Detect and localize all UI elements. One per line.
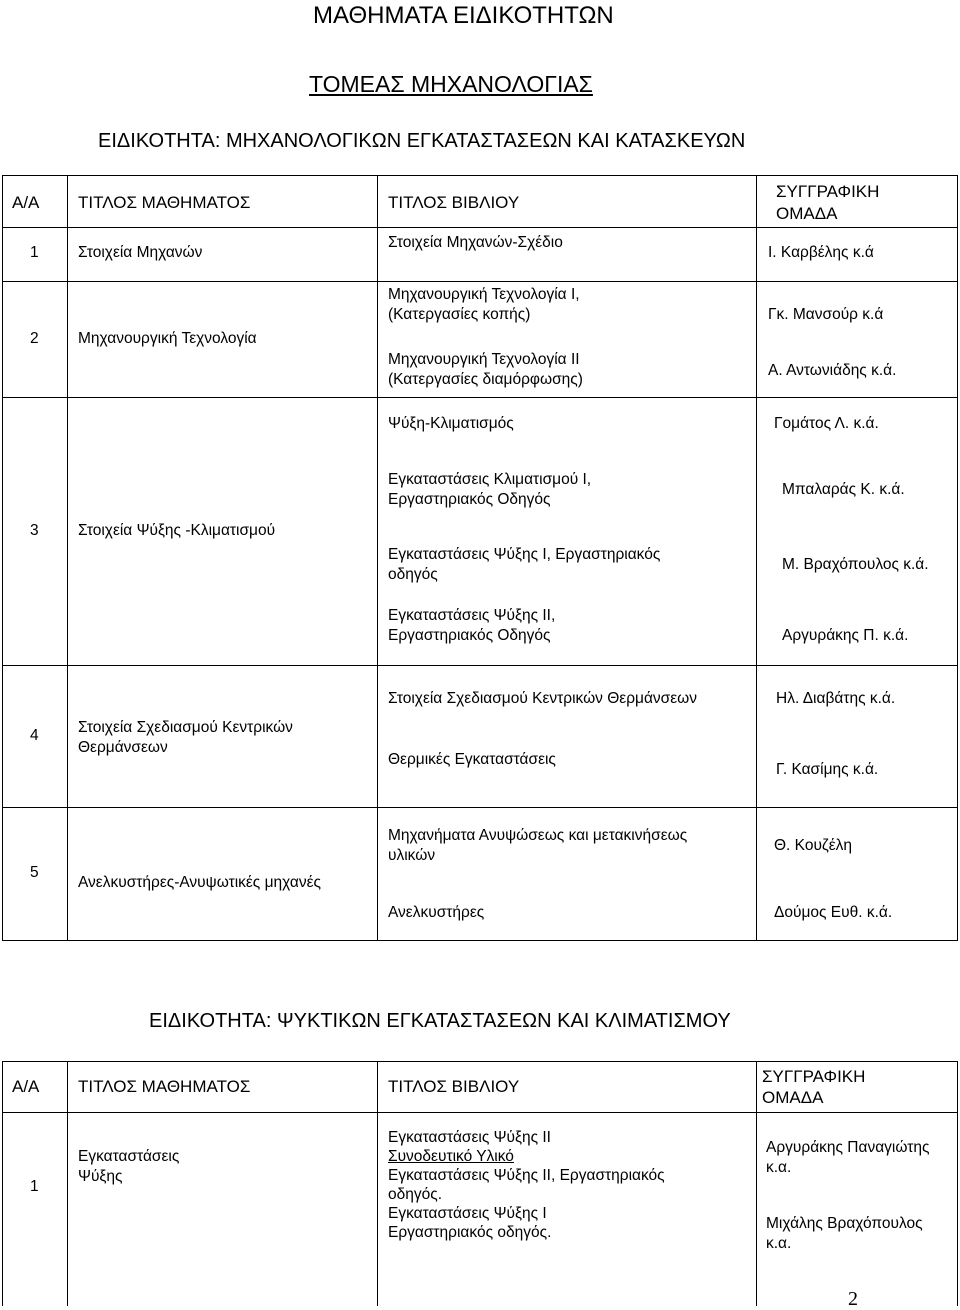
- book-title: Θερμικές Εγκαταστάσεις: [388, 751, 556, 768]
- row-number: 3: [30, 522, 39, 539]
- book-title: Στοιχεία Σχεδιασμού Κεντρικών Θερμάνσεων: [388, 690, 697, 707]
- row-number: 4: [30, 727, 39, 744]
- course-title: Ανελκυστήρες-Ανυψωτικές μηχανές: [78, 874, 321, 891]
- header-aa: Α/Α: [12, 193, 40, 212]
- page-number: 2: [848, 1288, 858, 1310]
- book-title: Μηχανουργική Τεχνολογία ΙΙ: [388, 351, 580, 368]
- author: Γομάτος Λ. κ.ά.: [774, 415, 879, 432]
- course-title: Στοιχεία Σχεδιασμού Κεντρικών: [78, 719, 293, 736]
- author: Αργυράκης Παναγιώτης: [766, 1139, 930, 1156]
- header-aa: Α/Α: [12, 1077, 40, 1096]
- book-title: Εγκαταστάσεις Ψύξης ΙΙ,: [388, 607, 556, 624]
- book-subtitle: (Κατεργασίες κοπής): [388, 306, 531, 323]
- header-course: ΤΙΤΛΟΣ ΜΑΘΗΜΑΤΟΣ: [78, 193, 251, 212]
- specialty-title-2: ΕΙΔΙΚΟΤΗΤΑ: ΨΥΚΤΙΚΩΝ ΕΓΚΑΤΑΣΤΑΣΕΩΝ ΚΑΙ ΚΛΙΜΑΤΙΣΜΟΥ: [149, 1010, 731, 1032]
- header-course: ΤΙΤΛΟΣ ΜΑΘΗΜΑΤΟΣ: [78, 1077, 251, 1096]
- author-suffix: κ.α.: [766, 1159, 792, 1176]
- course-title: Στοιχεία Μηχανών: [78, 244, 203, 261]
- header-book: ΤΙΤΛΟΣ ΒΙΒΛΙΟΥ: [388, 1077, 520, 1096]
- book-title: Ψύξη-Κλιματισμός: [388, 415, 514, 432]
- header-authors-1: ΣΥΓΓΡΑΦΙΚΗ: [776, 182, 880, 201]
- book-title: Εγκαταστάσεις Κλιματισμού Ι,: [388, 471, 592, 488]
- book-title: Εγκαταστάσεις Ψύξης ΙΙ: [388, 1129, 551, 1146]
- row-number: 5: [30, 864, 39, 881]
- author: Αργυράκης Π. κ.ά.: [782, 627, 909, 644]
- author: Δούμος Ευθ. κ.ά.: [774, 904, 893, 921]
- header-authors-1: ΣΥΓΓΡΑΦΙΚΗ: [762, 1067, 866, 1086]
- author: Μιχάλης Βραχόπουλος: [766, 1215, 923, 1232]
- author: Μπαλαράς Κ. κ.ά.: [782, 481, 905, 498]
- header-book: ΤΙΤΛΟΣ ΒΙΒΛΙΟΥ: [388, 193, 520, 212]
- book-title: Ανελκυστήρες: [388, 904, 485, 921]
- row-number: 1: [30, 244, 39, 261]
- book-title: Εγκαταστάσεις Ψύξης Ι: [388, 1205, 547, 1222]
- book-title: Μηχανήματα Ανυψώσεως και μετακινήσεως: [388, 827, 688, 844]
- book-title: Εγκαταστάσεις Ψύξης ΙΙ, Εργαστηριακός: [388, 1167, 665, 1184]
- author: Θ. Κουζέλη: [774, 837, 853, 854]
- row-number: 2: [30, 330, 39, 347]
- header-authors-2: ΟΜΑΔΑ: [776, 204, 838, 223]
- book-subtitle: Εργαστηριακός οδηγός.: [388, 1224, 552, 1241]
- book-subtitle: Εργαστηριακός Οδηγός: [388, 491, 551, 508]
- book-title: Στοιχεία Μηχανών-Σχέδιο: [388, 234, 563, 251]
- book-subtitle: (Κατεργασίες διαμόρφωσης): [388, 371, 583, 388]
- page-title: ΜΑΘΗΜΑΤΑ ΕΙΔΙΚΟΤΗΤΩΝ: [313, 2, 614, 29]
- author: Α. Αντωνιάδης κ.ά.: [768, 362, 897, 379]
- book-title: Εγκαταστάσεις Ψύξης Ι, Εργαστηριακός: [388, 546, 661, 563]
- book-title: Μηχανουργική Τεχνολογία Ι,: [388, 286, 580, 303]
- author: Γ. Κασίμης κ.ά.: [776, 761, 879, 778]
- row-number: 1: [30, 1178, 39, 1195]
- sector-title: ΤΟΜΕΑΣ ΜΗΧΑΝΟΛΟΓΙΑΣ: [309, 71, 593, 97]
- book-subtitle: Εργαστηριακός Οδηγός: [388, 627, 551, 644]
- author-suffix: κ.α.: [766, 1235, 792, 1252]
- book-subtitle: Συνοδευτικό Υλικό: [388, 1148, 514, 1165]
- book-subtitle: οδηγός: [388, 566, 438, 583]
- specialty-title-1: ΕΙΔΙΚΟΤΗΤΑ: ΜΗΧΑΝΟΛΟΓΙΚΩΝ ΕΓΚΑΤΑΣΤΑΣΕΩΝ ΚΑΙ ΚΑΤΑΣΚΕΥΩΝ: [98, 130, 746, 152]
- book-subtitle: υλικών: [388, 847, 436, 864]
- course-subtitle: Ψύξης: [78, 1168, 123, 1185]
- header-authors-2: ΟΜΑΔΑ: [762, 1088, 824, 1107]
- author: Ηλ. Διαβάτης κ.ά.: [776, 690, 896, 707]
- author: Μ. Βραχόπουλος κ.ά.: [782, 556, 929, 573]
- author: Ι. Καρβέλης κ.ά: [768, 244, 874, 261]
- author: Γκ. Μανσούρ κ.ά: [768, 306, 884, 323]
- book-subtitle: οδηγός.: [388, 1186, 443, 1203]
- course-title: Στοιχεία Ψύξης -Κλιματισμού: [78, 522, 276, 539]
- course-title: Μηχανουργική Τεχνολογία: [78, 330, 257, 347]
- course-title: Εγκαταστάσεις: [78, 1148, 180, 1165]
- course-subtitle: Θερμάνσεων: [78, 739, 168, 756]
